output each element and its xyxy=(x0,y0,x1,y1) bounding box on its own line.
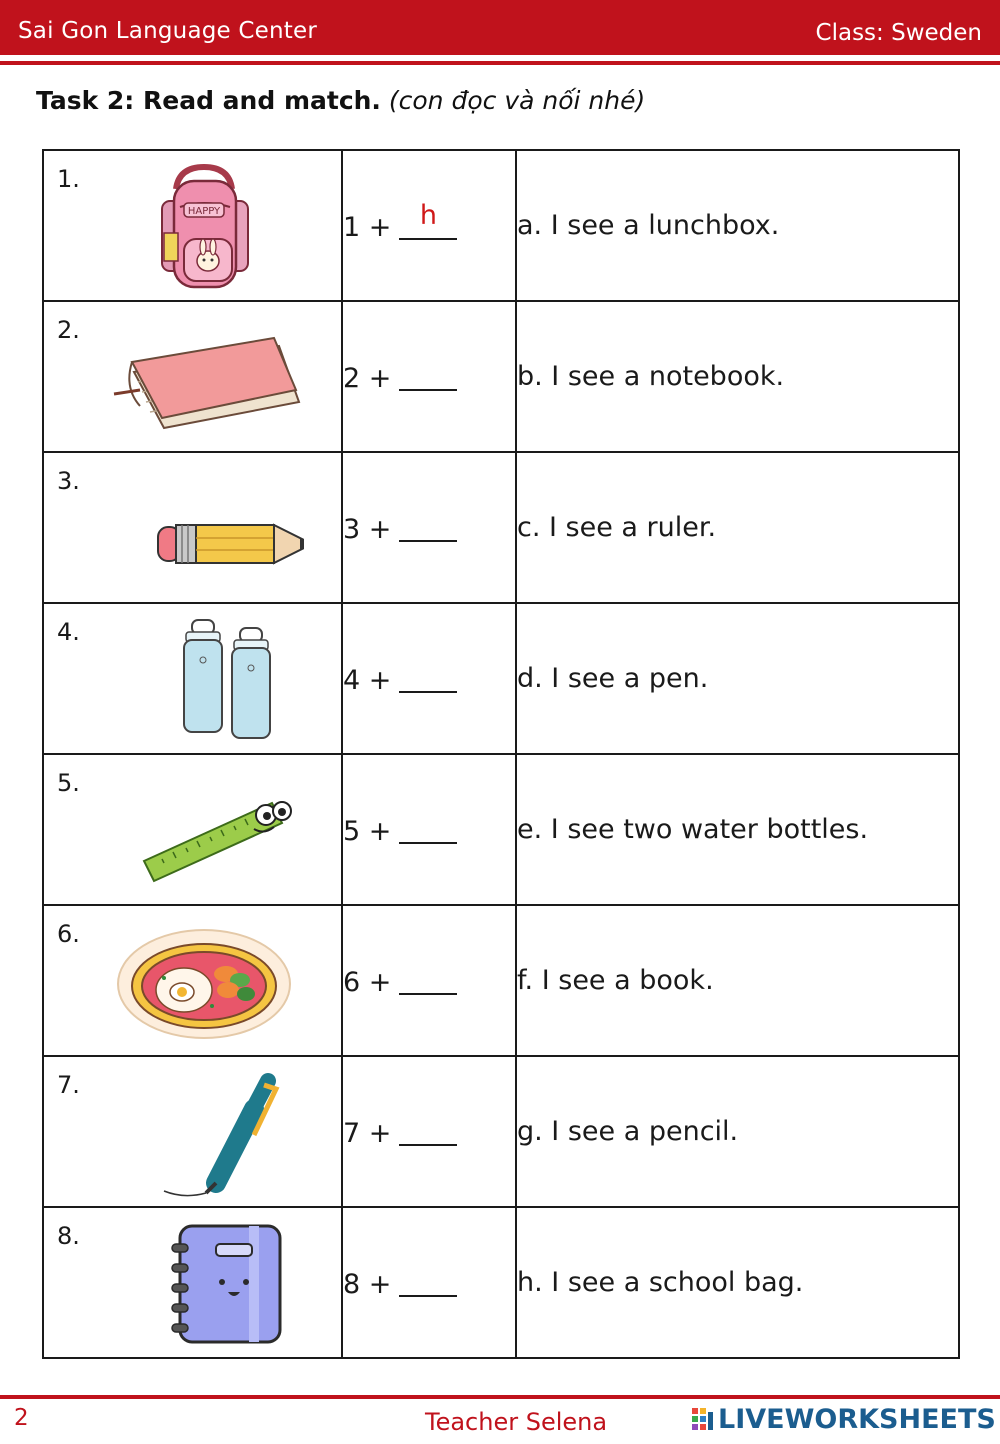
school-bag-icon xyxy=(104,159,304,293)
answer-slot xyxy=(342,1207,516,1358)
sentence-cell: f. I see a book. xyxy=(516,905,959,1056)
item-number: 3. xyxy=(57,467,80,495)
notebook-icon xyxy=(104,1216,304,1350)
answer-slot xyxy=(342,452,516,603)
sentence-cell: a. I see a lunchbox. xyxy=(516,150,959,301)
item-number: 2. xyxy=(57,316,80,344)
table-row xyxy=(43,452,959,603)
liveworksheets-logo xyxy=(692,1404,996,1435)
slot-prefix: 7 + xyxy=(343,1118,392,1149)
sentence-cell: c. I see a ruler. xyxy=(516,452,959,603)
lunchbox-icon xyxy=(104,914,304,1048)
answer-slot xyxy=(342,754,516,905)
sentence-cell: d. I see a pen. xyxy=(516,603,959,754)
sentence-cell: h. I see a school bag. xyxy=(516,1207,959,1358)
page-header xyxy=(0,0,1000,55)
table-row xyxy=(43,301,959,452)
slot-prefix: 8 + xyxy=(343,1269,392,1300)
table-row xyxy=(43,150,959,301)
slot-prefix: 4 + xyxy=(343,665,392,696)
center-name: Sai Gon Language Center xyxy=(18,18,318,44)
item-number: 5. xyxy=(57,769,80,797)
page-number: 2 xyxy=(14,1405,29,1431)
item-number: 7. xyxy=(57,1071,80,1099)
answer-blank[interactable] xyxy=(399,963,457,995)
item-number: 1. xyxy=(57,165,80,193)
slot-prefix: 3 + xyxy=(343,514,392,545)
task-title xyxy=(36,86,645,115)
picture-cell xyxy=(43,150,342,301)
svg-text:HAPPY: HAPPY xyxy=(187,206,221,217)
answer-blank[interactable] xyxy=(399,1114,457,1146)
table-row xyxy=(43,1056,959,1207)
slot-prefix: 2 + xyxy=(343,363,392,394)
pencil-icon xyxy=(104,461,304,595)
picture-cell xyxy=(43,301,342,452)
book-icon xyxy=(104,310,304,444)
picture-cell xyxy=(43,1207,342,1358)
picture-cell xyxy=(43,905,342,1056)
pen-icon xyxy=(104,1065,304,1199)
task-instruction: (con đọc và nối nhé) xyxy=(388,86,646,115)
answer-blank[interactable] xyxy=(399,510,457,542)
ruler-icon xyxy=(104,763,304,897)
answer-blank[interactable] xyxy=(399,1265,457,1297)
class-name: Class: Sweden xyxy=(815,20,982,46)
picture-cell xyxy=(43,452,342,603)
answer-value: h xyxy=(419,200,437,231)
sentence-cell: g. I see a pencil. xyxy=(516,1056,959,1207)
answer-blank[interactable] xyxy=(399,200,457,240)
answer-blank[interactable] xyxy=(399,359,457,391)
task-heading: Task 2: Read and match. xyxy=(36,86,381,115)
picture-cell xyxy=(43,603,342,754)
answer-slot xyxy=(342,905,516,1056)
table-row xyxy=(43,905,959,1056)
slot-prefix: 1 + xyxy=(343,212,392,243)
header-divider xyxy=(0,61,1000,65)
answer-slot xyxy=(342,1056,516,1207)
table-row xyxy=(43,754,959,905)
item-number: 4. xyxy=(57,618,80,646)
slot-prefix: 5 + xyxy=(343,816,392,847)
item-number: 6. xyxy=(57,920,80,948)
liveworksheets-icon xyxy=(692,1408,714,1432)
answer-slot xyxy=(342,150,516,301)
match-table xyxy=(42,149,960,1359)
answer-slot xyxy=(342,603,516,754)
picture-cell xyxy=(43,754,342,905)
brand-text: LIVEWORKSHEETS xyxy=(718,1404,996,1435)
slot-prefix: 6 + xyxy=(343,967,392,998)
answer-slot xyxy=(342,301,516,452)
item-number: 8. xyxy=(57,1222,80,1250)
water-bottles-icon xyxy=(104,612,304,746)
sentence-cell: e. I see two water bottles. xyxy=(516,754,959,905)
answer-blank[interactable] xyxy=(399,661,457,693)
table-row xyxy=(43,1207,959,1358)
sentence-cell: b. I see a notebook. xyxy=(516,301,959,452)
footer-divider xyxy=(0,1395,1000,1399)
picture-cell xyxy=(43,1056,342,1207)
answer-blank[interactable] xyxy=(399,812,457,844)
table-row xyxy=(43,603,959,754)
teacher-name: Teacher Selena xyxy=(425,1408,608,1436)
